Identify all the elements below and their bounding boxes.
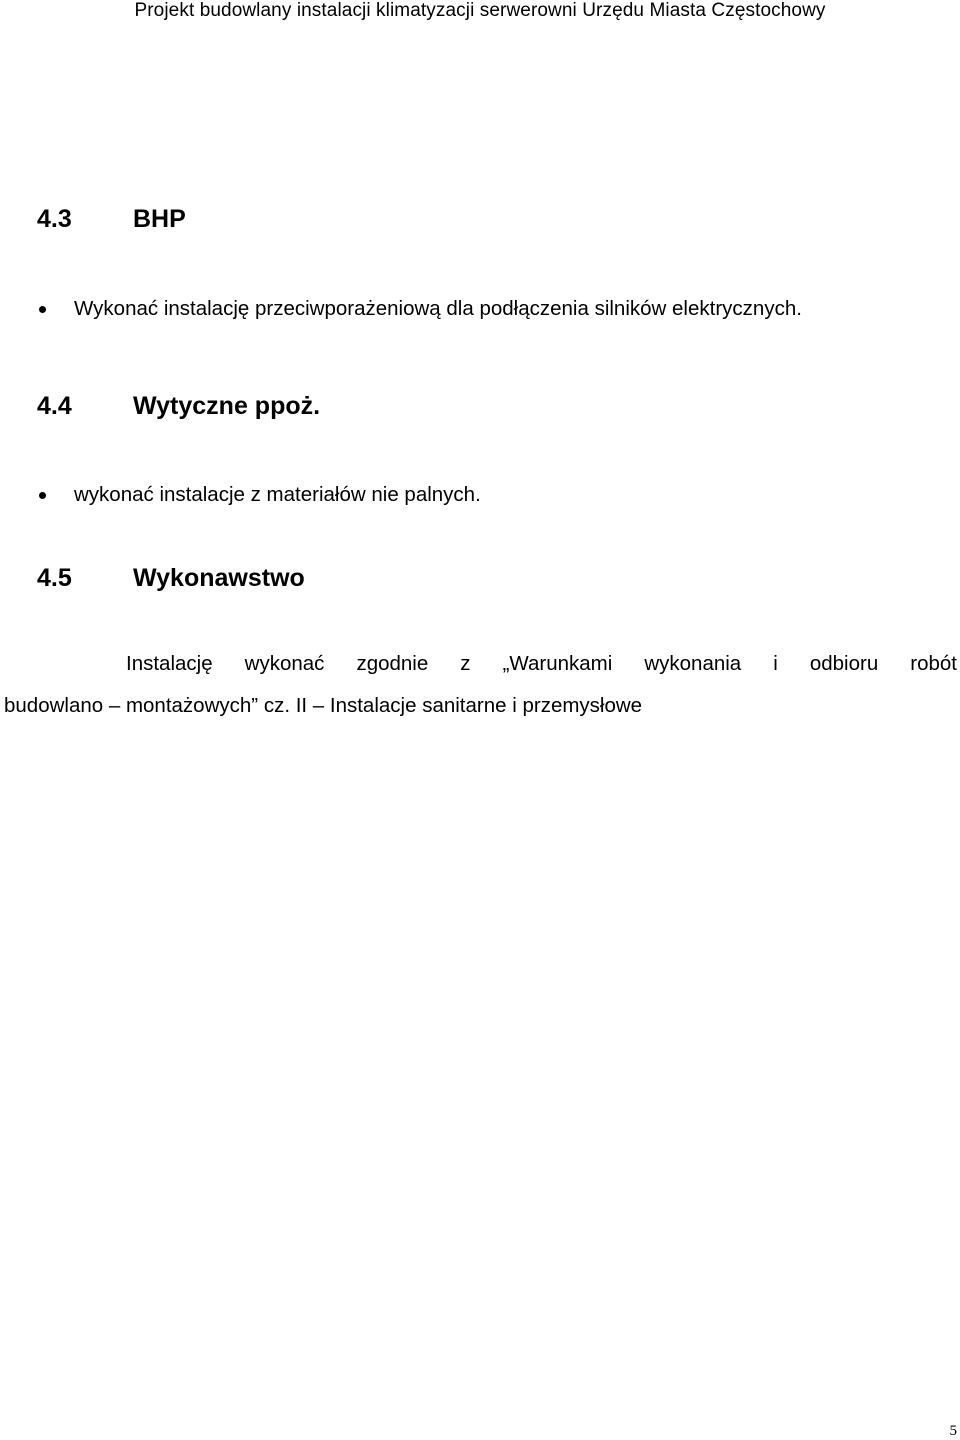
body-paragraph [4,643,957,727]
section-heading-fire-safety [37,391,320,421]
list-item-text: Wykonać instalację przeciwporażeniową dla podłączenia silników elektrycznych. [74,297,802,320]
bullet-icon [39,306,46,313]
list-item-text: wykonać instalacje z materiałów nie palnych. [74,483,481,506]
section-number: 4.3 [37,205,72,233]
section-heading-bhp [37,204,186,234]
page-number: 5 [949,1423,957,1439]
section-number: 4.5 [37,564,72,592]
paragraph-line-1: Instalację wykonać zgodnie z „Warunkami wykonania i odbioru robót [126,652,957,675]
running-header: Projekt budowlany instalacji klimatyzacji serwerowni Urzędu Miasta Częstochowy [134,0,826,21]
paragraph-line-2: budowlano – montażowych” cz. II – Instalacje sanitarne i przemysłowe [4,694,643,717]
section-title: Wykonawstwo [133,564,305,592]
section-title: Wytyczne ppoż. [133,392,321,420]
section-heading-execution [37,563,305,593]
section-title: BHP [133,205,186,233]
section-number: 4.4 [37,392,72,420]
bullet-icon [39,492,46,499]
